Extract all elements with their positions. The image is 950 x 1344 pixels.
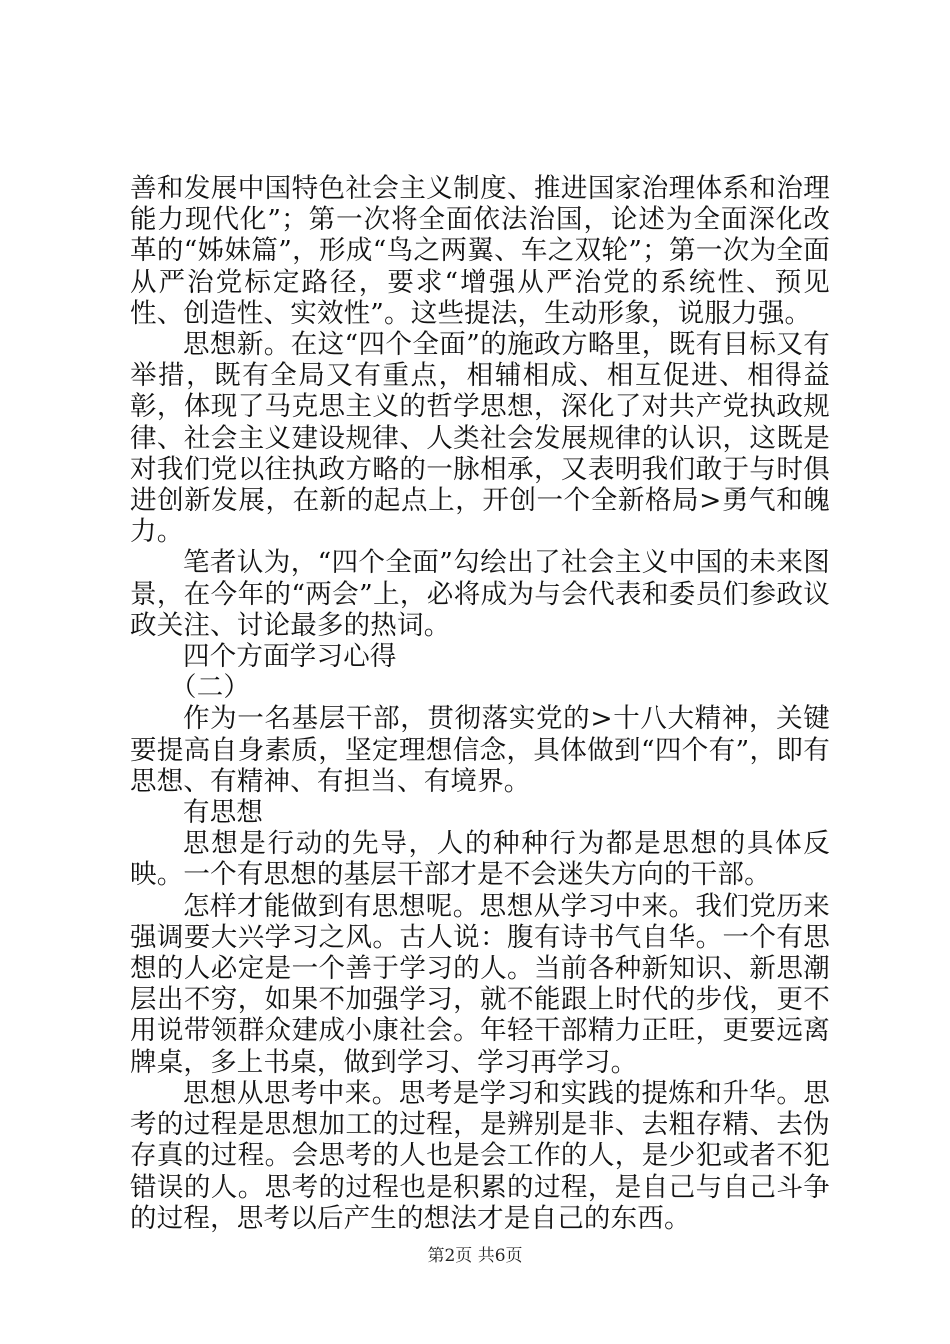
paragraph-grassroots-cadre: 作为一名基层干部，贯彻落实党的>十八大精神，关键要提高自身素质，坚定理想信念，具体做到“四个有”，即有思想、有精神、有担当、有境界。 (130, 703, 830, 797)
page-footer: 第2页 共6页 (427, 1246, 523, 1266)
subheading-have-thought: 有思想 (183, 797, 264, 829)
paragraph-how-to-think: 怎样才能做到有思想呢。思想从学习中来。我们党历来强调要大兴学习之风。古人说：腹有诗书气自华。一个有思想的人必定是一个善于学习的人。当前各种新知识、新思潮层出不穷，如果不加强学习，就不能跟上时代的步伐，更不用说带领群众建成小康社会。年轻干部精力正旺，更要远离牌桌，多上书桌，做到学习、学习再学习。 (130, 890, 830, 1078)
paragraph-thought-new: 思想新。在这“四个全面”的施政方略里，既有目标又有举措，既有全局又有重点，相辅相成、相互促进、相得益彰，体现了马克思主义的哲学思想，深化了对共产党执政规律、社会主义建设规律、人类社会发展规律的认识，这既是对我们党以往执政方略的一脉相承，又表明我们敢于与时俱进创新发展，在新的起点上，开创一个全新格局>勇气和魄力。 (130, 329, 830, 548)
section-heading: 四个方面学习心得 (183, 641, 397, 673)
paragraph-thought-guide: 思想是行动的先导，人的种种行为都是思想的具体反映。一个有思想的基层干部才是不会迷失方向的干部。 (130, 828, 830, 891)
paragraph-continuation: 善和发展中国特色社会主义制度、推进国家治理体系和治理能力现代化”；第一次将全面依法治国，论述为全面深化改革的“姊妹篇”，形成“鸟之两翼、车之双轮”；第一次为全面从严治党标定路径，要求“增强从严治党的系统性、预见性、创造性、实效性”。这些提法，生动形象，说服力强。 (130, 173, 830, 329)
section-number: （二） (170, 672, 251, 704)
document-body (130, 173, 830, 1234)
paragraph-author-view: 笔者认为，“四个全面”勾绘出了社会主义中国的未来图景，在今年的“两会”上，必将成为与会代表和委员们参政议政关注、讨论最多的热词。 (130, 547, 830, 641)
paragraph-thought-from-thinking: 思想从思考中来。思考是学习和实践的提炼和升华。思考的过程是思想加工的过程，是辨别是非、去粗存精、去伪存真的过程。会思考的人也是会工作的人，是少犯或者不犯错误的人。思考的过程也是积累的过程，是自己与自己斗争的过程，思考以后产生的想法才是自己的东西。 (130, 1077, 830, 1234)
